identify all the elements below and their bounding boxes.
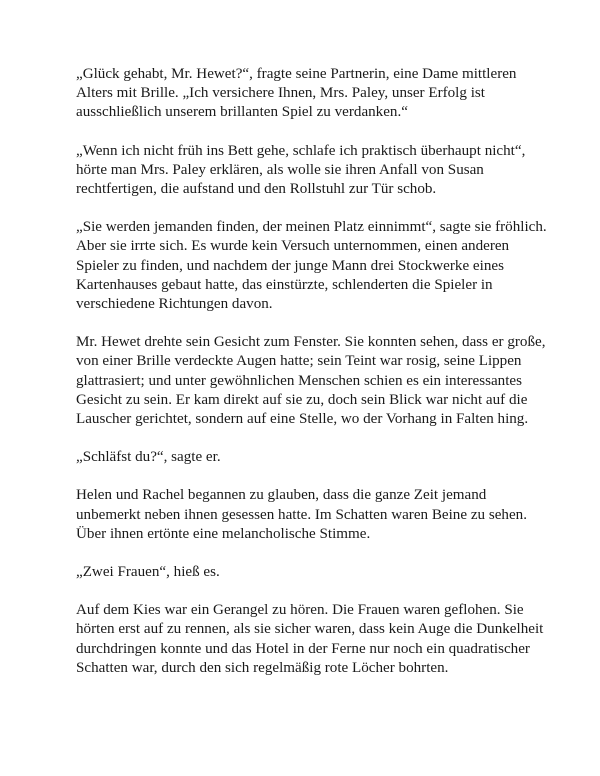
paragraph-1: „Glück gehabt, Mr. Hewet?“, fragte seine Partnerin, eine Dame mittleren Alters mit Brille. „Ich versichere Ihnen, Mrs. Paley, unser Erfolg ist ausschließlich unserem brillanten Spiel zu verdanken.“: [76, 66, 517, 121]
paragraph-7: „Zwei Frauen“, hieß es.: [76, 564, 220, 581]
paragraph-8: Auf dem Kies war ein Gerangel zu hören. Die Frauen waren geflohen. Sie hörten erst auf zu rennen, als sie sicher waren, dass kein Auge die Dunkelheit durchdringen konnte und das Hotel in der Ferne nur noch ein quadratischer Schatten war, durch den sich regelmäßig rote Löcher bohrten.: [76, 602, 544, 676]
paragraph-5: „Schläfst du?“, sagte er.: [76, 449, 221, 466]
paragraph-6: Helen und Rachel begannen zu glauben, dass die ganze Zeit jemand unbemerkt neben ihnen gesessen hatte. Im Schatten waren Beine zu sehen. Über ihnen ertönte eine melancholische Stimme.: [76, 487, 527, 542]
paragraph-4: Mr. Hewet drehte sein Gesicht zum Fenster. Sie konnten sehen, dass er große, von einer Brille verdeckte Augen hatte; sein Teint war rosig, seine Lippen glattrasiert; und unter gewöhnlichen Menschen schien es ein interessantes Gesicht zu sein. Er kam direkt auf sie zu, doch sein Blick war nicht auf die Lauscher gerichtet, sondern auf eine Stelle, wo der Vorhang in Falten hing.: [76, 334, 546, 428]
paragraph-3: „Sie werden jemanden finden, der meinen Platz einnimmt“, sagte sie fröhlich. Aber sie irrte sich. Es wurde kein Versuch unternommen, einen anderen Spieler zu finden, und nachdem der junge Mann drei Stockwerke eines Kartenhauses gebaut hatte, das einstürzte, schlenderten die Spieler in verschiedene Richtungen davon.: [76, 219, 547, 313]
document-page: [76, 65, 550, 697]
paragraph-2: „Wenn ich nicht früh ins Bett gehe, schlafe ich praktisch überhaupt nicht“, hörte man Mrs. Paley erklären, als wolle sie ihren Anfall von Susan rechtfertigen, die aufstand und den Rollstuhl zur Tür schob.: [76, 142, 526, 198]
